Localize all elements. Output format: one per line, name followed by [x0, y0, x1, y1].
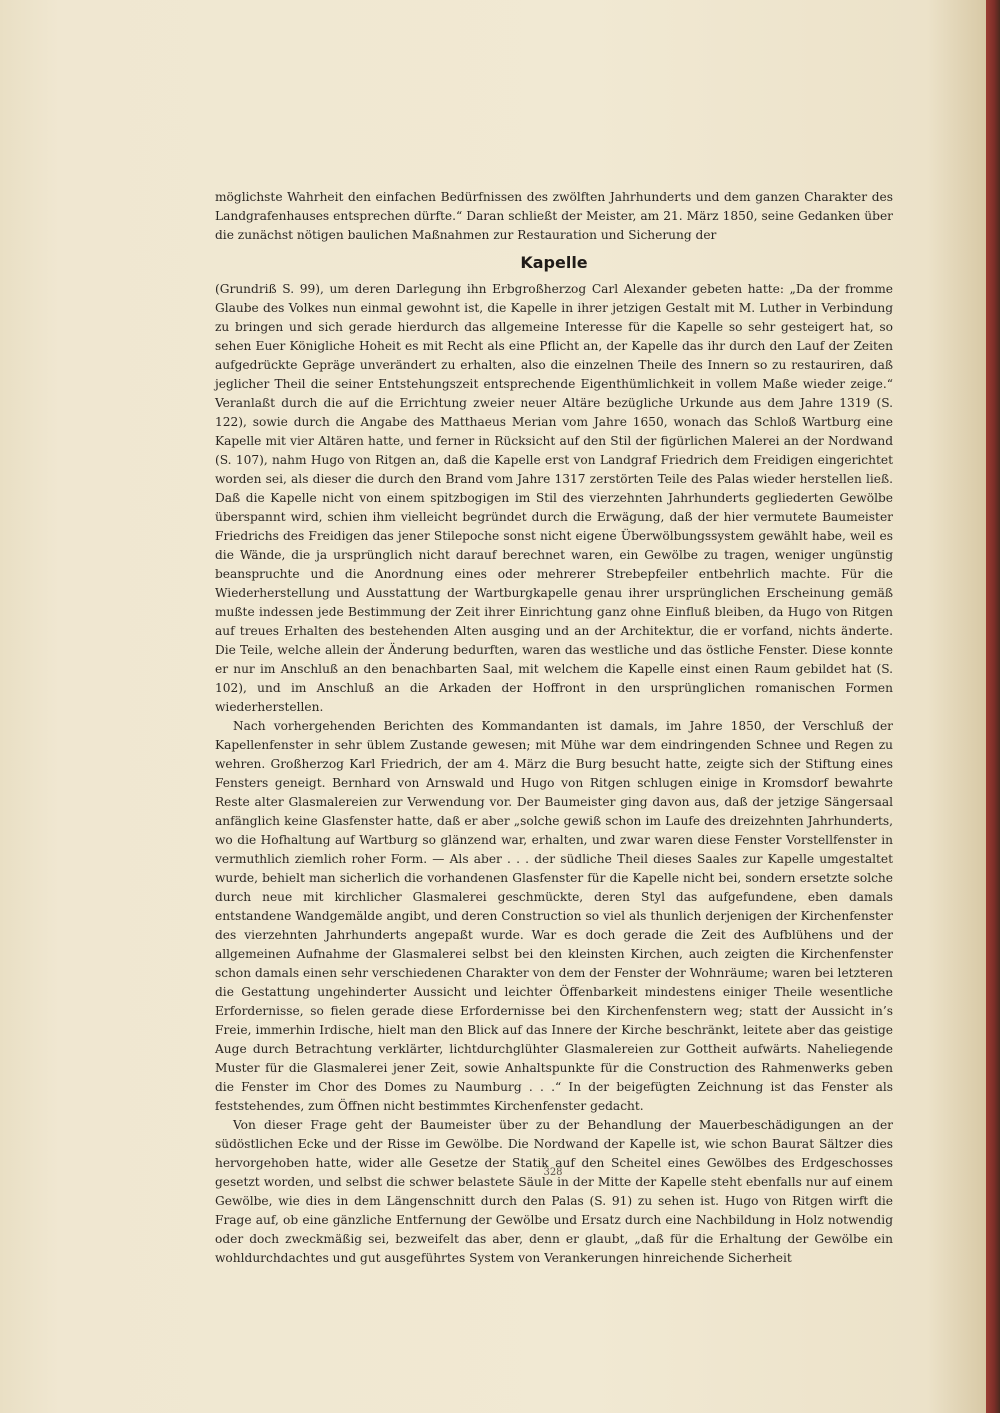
section-heading: Kapelle [520, 253, 588, 272]
body-paragraph-1: (Grundriß S. 99), um deren Darlegung ihn Erbgroßherzog Carl Alexander gebeten hatte: „Da der fromme Glaube des Volkes nun einmal gewohnt ist, die Kapelle in ihrer jetzigen Gestalt mit M. Luther in Verbindung zu bringen und sich gerade hierdurch das allgemeine Interesse für die Kapelle so sehr gesteigert hat, so sehen Euer Königliche Hoheit es mit Recht als eine Pflicht an, der Kapelle das ihr durch den Lauf der Zeiten aufgedrückte Gepräge unverändert zu erhalten, also die einzelnen Theile des Innern so zu restauriren, daß jeglicher Theil die seiner Entstehungszeit entsprechende Eigenthümlichkeit in vollem Maße wieder zeige.“ Veranlaßt durch die auf die Errichtung zweier neuer Altäre bezügliche Urkunde aus dem Jahre 1319 (S. 122), sowie durch die Angabe des Matthaeus Merian vom Jahre 1650, wonach das Schloß Wartburg eine Kapelle mit vier Altären hatte, und ferner in Rücksicht auf den Stil der figürlichen Malerei an der Nordwand (S. 107), nahm Hugo von Ritgen an, daß die Kapelle erst von Landgraf Friedrich dem Freidigen eingerichtet worden sei, als dieser die durch den Brand vom Jahre 1317 zerstörten Teile des Palas wieder herstellen ließ. Daß die Kapelle nicht von einem spitzbogigen im Stil des vierzehnten Jahrhunderts gegliederten Gewölbe überspannt wird, schien ihm vielleicht begründet durch die Erwägung, daß der hier vermutete Baumeister Friedrichs des Freidigen das jener Stilepoche sonst nicht eigene Überwölbungssystem gewählt habe, weil es die Wände, die ja ursprünglich nicht darauf berechnet waren, ein Gewölbe zu tragen, weniger ungünstig beanspruchte und die Anordnung eines oder mehrerer Strebepfeiler entbehrlich machte. Für die Wiederherstellung und Ausstattung der Wartburgkapelle genau ihrer ursprünglichen Erscheinung gemäß mußte indessen jede Bestimmung der Zeit ihrer Einrichtung ganz ohne Einfluß bleiben, da Hugo von Ritgen auf treues Erhalten des bestehenden Alten ausging und an der Architektur, die er vorfand, nichts änderte. Die Teile, welche allein der Änderung bedurften, waren das westliche und das östliche Fenster. Diese konnte er nur im Anschluß an den benachbarten Saal, mit welchem die Kapelle einst einen Raum gebildet hat (S. 102), und im Anschluß an die Arkaden der Hoffront in den ursprünglichen romanischen Formen wiederherstellen. [215, 282, 893, 714]
page-number: 328 [543, 1167, 563, 1178]
body-paragraph-3: Von dieser Frage geht der Baumeister über zu der Behandlung der Mauerbeschädigungen an der südöstlichen Ecke und der Risse im Gewölbe. Die Nordwand der Kapelle ist, wie schon Baurat Sältzer dies hervorgehoben hatte, wider alle Gesetze der Statik auf den Scheitel eines Gewölbes des Erdgeschosses gesetzt worden, und selbst die schwer belastete Säule in der Mitte der Kapelle steht ebenfalls nur auf einem Gewölbe, wie dies in dem Längenschnitt durch den Palas (S. 91) zu sehen ist. Hugo von Ritgen wirft die Frage auf, ob eine gänzliche Entfernung der Gewölbe und Ersatz durch eine Nachbildung in Holz notwendig oder doch zweckmäßig sei, bezweifelt das aber, denn er glaubt, „daß für die Erhaltung der Gewölbe ein wohldurchdachtes und gut ausgeführtes System von Verankerungen hinreichende Sicherheit [215, 1118, 893, 1265]
intro-paragraph: möglichste Wahrheit den einfachen Bedürfnissen des zwölften Jahrhunderts und dem ganzen Charakter des Landgrafenhauses entsprechen dürfte.“ Daran schließt der Meister, am 21. März 1850, seine Gedanken über die zunächst nötigen baulichen Maßnahmen zur Restauration und Sicherung der [215, 190, 893, 242]
text-column [215, 188, 893, 1268]
book-edge [986, 0, 1000, 1413]
body-paragraph-2: Nach vorhergehenden Berichten des Kommandanten ist damals, im Jahre 1850, der Verschluß der Kapellenfenster in sehr üblem Zustande gewesen; mit Mühe war dem eindringenden Schnee und Regen zu wehren. Großherzog Karl Friedrich, der am 4. März die Burg besucht hatte, zeigte sich der Stiftung eines Fensters geneigt. Bernhard von Arnswald und Hugo von Ritgen schlugen einige in Kromsdorf bewahrte Reste alter Glasmalereien zur Verwendung vor. Der Baumeister ging davon aus, daß der jetzige Sängersaal anfänglich keine Glasfenster hatte, daß er aber „solche gewiß schon im Laufe des dreizehnten Jahrhunderts, wo die Hofhaltung auf Wartburg so glänzend war, erhalten, und zwar waren diese Fenster Vorstellfenster in vermuthlich ziemlich roher Form. — Als aber . . . der südliche Theil dieses Saales zur Kapelle umgestaltet wurde, behielt man sicherlich die vorhandenen Glasfenster für die Kapelle nicht bei, sondern ersetzte solche durch neue mit kirchlicher Glasmalerei geschmückte, deren Styl das aufgefundene, eben damals entstandene Wandgemälde angibt, und deren Construction so viel als thunlich derjenigen der Kirchenfenster des vierzehnten Jahrhunderts angepaßt wurde. War es doch gerade die Zeit des Aufblühens und der allgemeinen Aufnahme der Glasmalerei selbst bei den kleinsten Kirchen, auch zeigten die Kirchenfenster schon damals einen sehr verschiedenen Charakter von dem der Fenster der Wohnräume; waren bei letzteren die Gestattung ungehinderter Aussicht und leichter Öffenbarkeit mindestens einiger Theile wesentliche Erfordernisse, so fielen gerade diese Erfordernisse bei den Kirchenfenstern weg; statt der Aussicht in’s Freie, immerhin Irdische, hielt man den Blick auf das Innere der Kirche beschränkt, leitete aber das geistige Auge durch Betrachtung verklärter, lichtdurchglühter Glasmalereien zur Gottheit aufwärts. Naheliegende Muster für die Glasmalerei jener Zeit, sowie Anhaltspunkte für die Construction des Rahmenwerks geben die Fenster im Chor des Domes zu Naumburg . . .“ In der beigefügten Zeichnung ist das Fenster als feststehendes, zum Öffnen nicht bestimmtes Kirchenfenster gedacht. [215, 719, 893, 1113]
